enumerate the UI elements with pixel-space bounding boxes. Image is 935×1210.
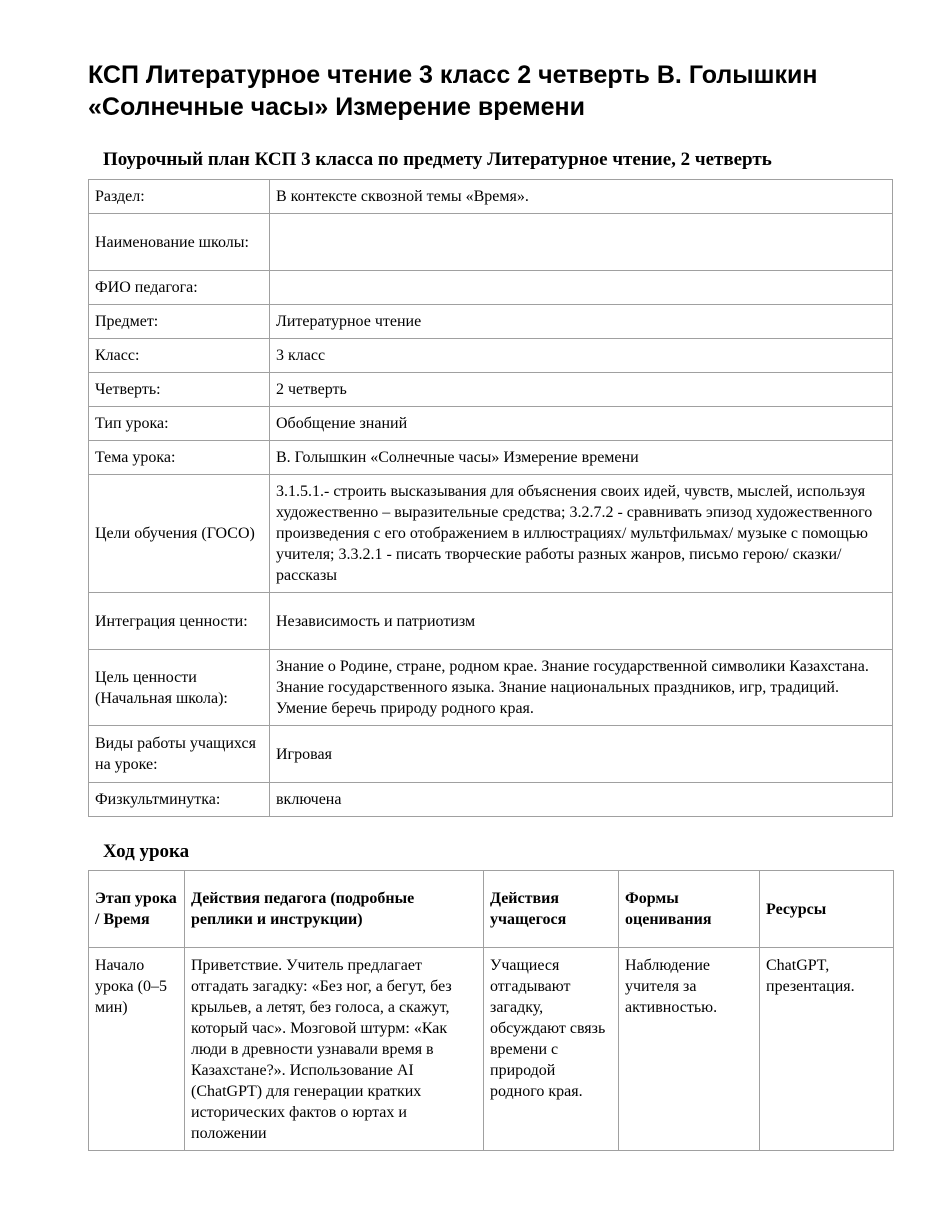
info-label: Цели обучения (ГОСО)	[89, 475, 270, 593]
info-value: Игровая	[270, 726, 893, 783]
cell-resources: ChatGPT, презентация.	[760, 948, 894, 1151]
info-row	[89, 305, 893, 339]
info-row	[89, 475, 893, 593]
info-label: Раздел:	[89, 180, 270, 214]
cell-student-actions: Учащиеся отгадывают загадку, обсуждают связь времени с природой родного края.	[484, 948, 619, 1151]
plan-subtitle: Поурочный план КСП 3 класса по предмету Литературное чтение, 2 четверть	[103, 149, 772, 170]
lesson-flow-heading: Ход урока	[103, 841, 190, 862]
info-label: Виды работы учащихся на уроке:	[89, 726, 270, 783]
lesson-flow-table	[88, 870, 894, 1151]
info-value: 2 четверть	[270, 373, 893, 407]
column-header-student-actions: Действия учащегося	[484, 871, 619, 948]
info-row	[89, 441, 893, 475]
info-value: Литературное чтение	[270, 305, 893, 339]
info-label: Предмет:	[89, 305, 270, 339]
info-label: Тип урока:	[89, 407, 270, 441]
info-value: 3 класс	[270, 339, 893, 373]
info-label: ФИО педагога:	[89, 271, 270, 305]
info-value: Независимость и патриотизм	[270, 593, 893, 650]
cell-teacher-actions: Приветствие. Учитель предлагает отгадать загадку: «Без ног, а бегут, без крыльев, а летят, без голоса, а скажут, который час». Мозговой штурм: «Как люди в древности узнавали время в Казахстане?». Использование AI (ChatGPT) для генерации кратких исторических фактов о юртах и положении	[185, 948, 484, 1151]
info-row	[89, 180, 893, 214]
info-row	[89, 373, 893, 407]
info-value: Знание о Родине, стране, родном крае. Знание государственной символики Казахстана. Знание государственного языка. Знание национальных праздников, игр, традиций. Умение беречь природу родного края.	[270, 650, 893, 726]
lesson-info-table	[88, 179, 893, 817]
info-row	[89, 593, 893, 650]
info-value: В. Голышкин «Солнечные часы» Измерение времени	[270, 441, 893, 475]
info-value: Обобщение знаний	[270, 407, 893, 441]
column-header-teacher-actions: Действия педагога (подробные реплики и инструкции)	[185, 871, 484, 948]
info-row	[89, 339, 893, 373]
document-title: КСП Литературное чтение 3 класс 2 четверть В. Голышкин «Солнечные часы» Измерение времени	[88, 61, 818, 121]
cell-assessment: Наблюдение учителя за активностью.	[619, 948, 760, 1151]
info-value: В контексте сквозной темы «Время».	[270, 180, 893, 214]
info-row	[89, 726, 893, 783]
info-value: включена	[270, 783, 893, 817]
info-value	[270, 214, 893, 271]
info-label: Цель ценности (Начальная школа):	[89, 650, 270, 726]
column-header-assessment: Формы оценивания	[619, 871, 760, 948]
info-label: Интеграция ценности:	[89, 593, 270, 650]
cell-stage: Начало урока (0–5 мин)	[89, 948, 185, 1151]
column-header-resources: Ресурсы	[760, 871, 894, 948]
info-row	[89, 271, 893, 305]
info-row	[89, 783, 893, 817]
info-row	[89, 650, 893, 726]
info-value: 3.1.5.1.- строить высказывания для объяснения своих идей, чувств, мыслей, используя художественно – выразительные средства; 3.2.7.2 - сравнивать эпизод художественного произведения с его отображением в иллюстрациях/ мультфильмах/ музыке с помощью учителя; 3.3.2.1 - писать творческие работы разных жанров, письмо герою/ сказки/ рассказы	[270, 475, 893, 593]
info-value	[270, 271, 893, 305]
info-label: Класс:	[89, 339, 270, 373]
info-label: Наименование школы:	[89, 214, 270, 271]
info-label: Четверть:	[89, 373, 270, 407]
table-row	[89, 948, 894, 1151]
info-row	[89, 214, 893, 271]
info-label: Тема урока:	[89, 441, 270, 475]
info-row	[89, 407, 893, 441]
table-header-row	[89, 871, 894, 948]
info-label: Физкультминутка:	[89, 783, 270, 817]
column-header-stage: Этап урока / Время	[89, 871, 185, 948]
